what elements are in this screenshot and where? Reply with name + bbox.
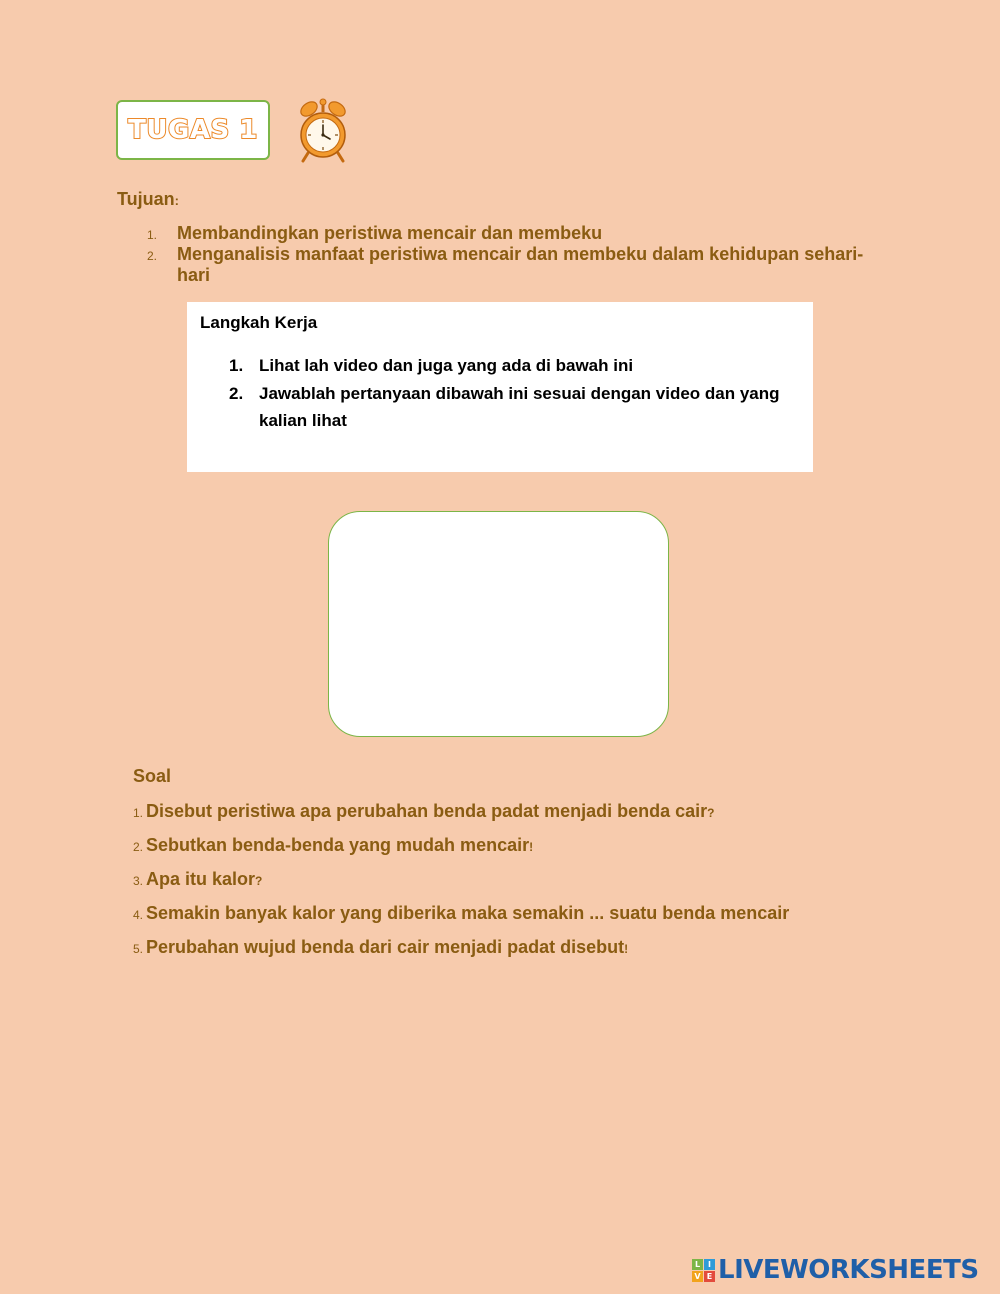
question-item: 1. Disebut peristiwa apa perubahan benda padat menjadi benda cair? [133,801,715,821]
langkah-kerja-title: Langkah Kerja [200,313,318,332]
logo-text: LIVEWORKSHEETS [718,1255,979,1285]
title-badge [116,100,270,160]
video-player[interactable] [328,511,669,737]
langkah-kerja-list [229,352,799,435]
logo-tiles-icon: L I V E [692,1259,715,1282]
soal-list [133,800,913,970]
tujuan-list [145,223,885,286]
liveworksheets-logo[interactable] [692,1255,979,1285]
langkah-kerja-box [187,302,813,472]
page-title: TUGAS 1 [128,115,258,145]
list-item: 1. Membandingkan peristiwa mencair dan membeku [147,223,603,243]
question-item: 3. Apa itu kalor? [133,869,263,889]
tujuan-heading: Tujuan: [117,189,179,209]
list-item: 2. Menganalisis manfaat peristiwa mencair dan membeku dalam kehidupan sehari-hari [147,244,864,285]
soal-heading: Soal [133,766,172,786]
list-item: 2. Jawablah pertanyaan dibawah ini sesuai dengan video dan yang kalian lihat [229,383,780,430]
list-item: 1. Lihat lah video dan juga yang ada di bawah ini [229,356,634,375]
question-item: 5. Perubahan wujud benda dari cair menjadi padat disebut! [133,937,629,957]
question-item: 4. Semakin banyak kalor yang diberika maka semakin ... suatu benda mencair [133,903,790,923]
question-item: 2. Sebutkan benda-benda yang mudah mencair! [133,835,534,855]
alarm-clock-icon [296,97,350,163]
